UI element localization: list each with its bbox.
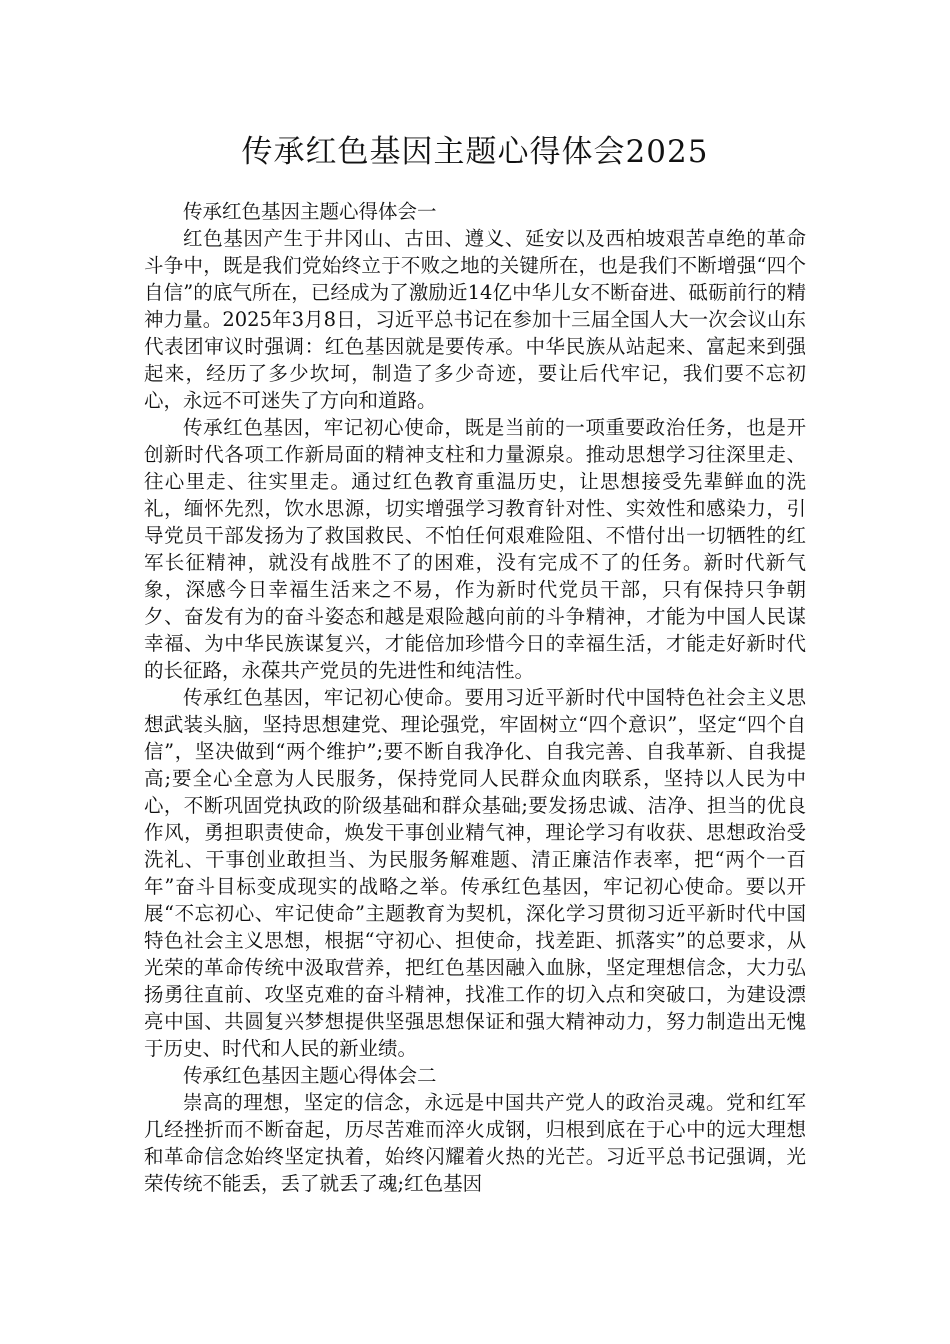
section-heading-2: 传承红色基因主题心得体会二 xyxy=(183,1064,437,1087)
paragraph: 红色基因产生于井冈山、古田、遵义、延安以及西柏坡艰苦卓绝的革命斗争中，既是我们党始终立于不败之地的关键所在，也是我们不断增强“四个自信”的底气所在，已经成为了激励近14亿中华儿女不断奋进、砥砺前行的精神力量。2025年3月8日，习近平总书记在参加十三届全国人大一次会议山东代表团审议时强调：红色基因就是要传承。中华民族从站起来、富起来到强起来，经历了多少坎坷，制造了多少奇迹，要让后代牢记，我们要不忘初心，永远不可迷失了方向和道路。 xyxy=(144,227,806,412)
document-body xyxy=(144,198,806,1197)
paragraph: 传承红色基因，牢记初心使命，既是当前的一项重要政治任务，也是开创新时代各项工作新局面的精神支柱和力量源泉。推动思想学习往深里走、往心里走、往实里走。通过红色教育重温历史，让思想接受先辈鲜血的洗礼，缅怀先烈，饮水思源，切实增强学习教育针对性、实效性和感染力，引导党员干部发扬为了救国救民、不怕任何艰难险阻、不惜付出一切牺牲的红军长征精神，就没有战胜不了的困难，没有完成不了的任务。新时代新气象，深感今日幸福生活来之不易，作为新时代党员干部，只有保持只争朝夕、奋发有为的奋斗姿态和越是艰险越向前的斗争精神，才能为中国人民谋幸福、为中华民族谋复兴，才能倍加珍惜今日的幸福生活，才能走好新时代的长征路，永葆共产党员的先进性和纯洁性。 xyxy=(144,416,806,682)
paragraph: 崇高的理想，坚定的信念，永远是中国共产党人的政治灵魂。党和红军几经挫折而不断奋起，历尽苦难而淬火成钢，归根到底在于心中的远大理想和革命信念始终坚定执着，始终闪耀着火热的光芒。习近平总书记强调，光荣传统不能丢，丢了就丢了魂;红色基因 xyxy=(144,1091,806,1195)
document-title: 传承红色基因主题心得体会2025 xyxy=(241,134,709,170)
section-heading-1: 传承红色基因主题心得体会一 xyxy=(183,200,437,223)
paragraph: 传承红色基因，牢记初心使命。要用习近平新时代中国特色社会主义思想武装头脑，坚持思想建党、理论强党，牢固树立“四个意识”，坚定“四个自信”，坚决做到“两个维护”;要不断自我净化、自我完善、自我革新、自我提高;要全心全意为人民服务，保持党同人民群众血肉联系，坚持以人民为中心，不断巩固党执政的阶级基础和群众基础;要发扬忠诚、洁净、担当的优良作风，勇担职责使命，焕发干事创业精气神，理论学习有收获、思想政治受洗礼、干事创业敢担当、为民服务解难题、清正廉洁作表率，把“两个一百年”奋斗目标变成现实的战略之举。传承红色基因，牢记初心使命。要以开展“不忘初心、牢记使命”主题教育为契机，深化学习贯彻习近平新时代中国特色社会主义思想，根据“守初心、担使命，找差距、抓落实”的总要求，从光荣的革命传统中汲取营养，把红色基因融入血脉，坚定理想信念，大力弘扬勇往直前、攻坚克难的奋斗精神，找准工作的切入点和突破口，为建设漂亮中国、共圆复兴梦想提供坚强思想保证和强大精神动力，努力制造出无愧于历史、时代和人民的新业绩。 xyxy=(144,686,806,1060)
